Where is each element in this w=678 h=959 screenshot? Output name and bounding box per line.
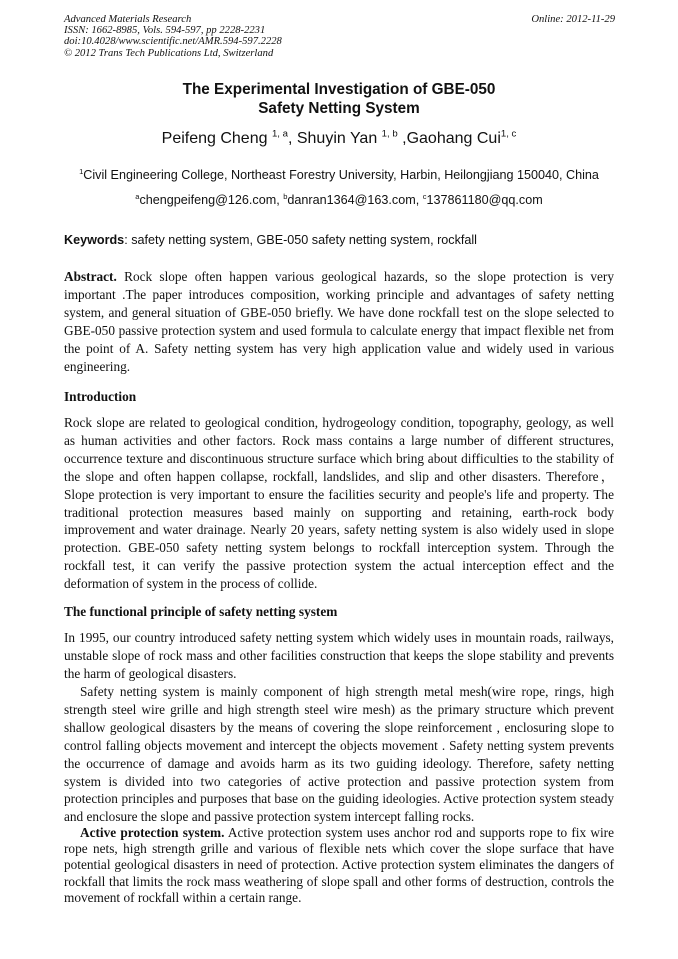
affiliation-text: Civil Engineering College, Northeast Forestry University, Harbin, Heilongjiang 150040, China: [83, 168, 599, 182]
functional-paragraph-2: Safety netting system is mainly component of high strength metal mesh(wire rope, rings, high strength steel wire grille and high strength steel wire mesh) as the primary structure which prevent shallow geological disasters by the means of covering the slope reinforcement , enclosuring slope to control falling objects movement and intercept the objects movement . Safety netting system prevents the occurrence of damage and avoids harm as its two guiding ideology. Therefore, safety netting system is divided into two categories of active protection and passive protection system from protection principles and purposes that base on the guiding ideologies. Active protection system steady and enclosure the slope and passive protection system intercept falling rocks.: [64, 684, 614, 825]
author-sup: 1, b: [381, 128, 398, 140]
introduction-paragraph: Rock slope are related to geological condition, hydrogeology condition, topography, geology, as well as human activities and other factors. Rock mass contains a large number of different structures, occurrence texture and discontinuous structure surface which bring about difficulties to the stability of the slope and often happen collapse, rockfall, landslides, and slip and other disasters. Therefore，Slope protection is very important to ensure the facilities security and people's life and property. The traditional protection measures based mainly on supporting and retaining, earth-rock body improvement and water drainage. Nearly 20 years, safety netting system is also widely used in slope protection. GBE-050 safety netting system belongs to rockfall interception system. Through the rockfall test, it can verify the passive protection system the actual interception effect and the deformation of system in the process of collide.: [64, 415, 614, 592]
functional-paragraph-1: In 1995, our country introduced safety netting system which widely uses in mountain roads, railways, unstable slope of rock mass and other facilities construction that keeps the slope stability and prevents the harm of geological disasters.: [64, 630, 614, 681]
email-sup: c: [422, 191, 427, 201]
email[interactable]: danran1364@163.com,: [287, 193, 423, 207]
abstract-text: Rock slope often happen various geological hazards, so the slope protection is very important .The paper introduces composition, working principle and advantages of safety netting system, and general situation of GBE-050 briefly. We have done rockfall test on the slope selected to GBE-050 passive protection system and used formula to calculate energy that impact flexible net from the point of A. Safety netting system has very high application value and widely used in various engineering.: [64, 269, 614, 374]
section-heading-functional-principle: The functional principle of safety netting system: [64, 604, 338, 619]
active-protection-paragraph: [64, 825, 614, 906]
email-sup: a: [135, 191, 140, 201]
doi: doi:10.4028/www.scientific.net/AMR.594-597.2228: [64, 36, 282, 48]
active-protection-text: Active protection system uses anchor rod and supports rope to fix wire rope nets, high strength grille and various of flexible nets which cover the slope surface that have potential geological disasters in need of protection. Active protection system eliminates the dangers of rockfall that limits the rock mass weathering of slope spall and other forms of destruction, controls the movement of rockfall within a certain range.: [64, 825, 614, 905]
title-line-1: The Experimental Investigation of GBE-050: [182, 81, 496, 98]
affiliation: [0, 168, 678, 182]
journal-header: [64, 14, 282, 59]
author-sup: 1, c: [500, 128, 517, 140]
author-sup: 1, a: [271, 128, 288, 140]
email[interactable]: 137861180@qq.com: [426, 193, 543, 207]
keywords: [64, 233, 477, 247]
emails: [0, 193, 678, 207]
keywords-label: Keywords: [64, 233, 125, 247]
section-heading-introduction: Introduction: [64, 389, 137, 404]
author-name: Gaohang Cui: [406, 130, 501, 147]
email-sup: b: [283, 191, 288, 201]
issn: ISSN: 1662-8985, Vols. 594-597, pp 2228-2231: [64, 25, 266, 37]
author-separator: ,: [397, 130, 407, 147]
paper-title: [0, 80, 678, 118]
journal-name: Advanced Materials Research: [64, 14, 192, 25]
author-separator: ,: [287, 130, 297, 147]
author-name: Shuyin Yan: [296, 130, 378, 147]
keywords-text: : safety netting system, GBE-050 safety netting system, rockfall: [124, 233, 477, 247]
title-line-2: Safety Netting System: [258, 100, 420, 117]
email[interactable]: chengpeifeng@126.com,: [139, 193, 284, 207]
authors: [0, 130, 678, 148]
copyright: © 2012 Trans Tech Publications Ltd, Switzerland: [64, 47, 274, 59]
online-date: Online: 2012-11-29: [531, 14, 615, 25]
author-name: Peifeng Cheng: [161, 130, 268, 147]
abstract-label: Abstract.: [64, 269, 117, 284]
active-protection-label: Active protection system.: [80, 825, 225, 840]
abstract: [64, 268, 614, 375]
affiliation-sup: 1: [79, 166, 84, 176]
